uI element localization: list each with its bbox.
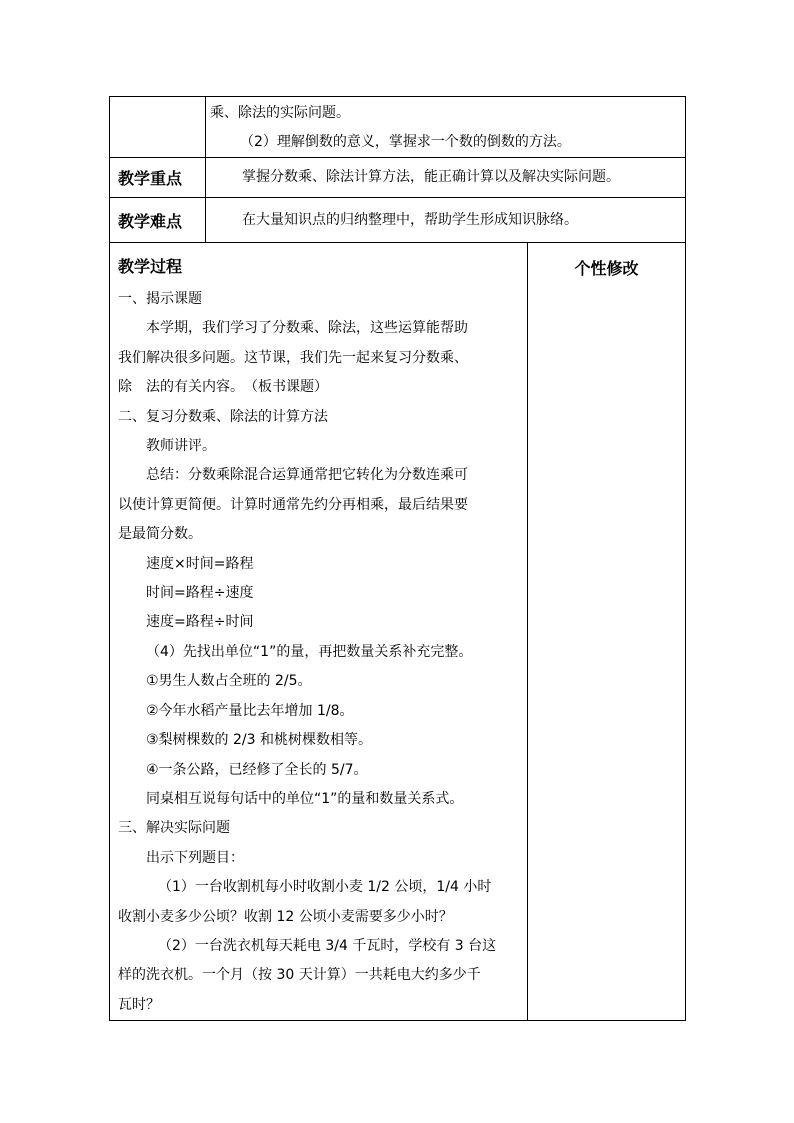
difficulties-label: 教学难点 [110,198,206,243]
objectives-line-1: 乘、除法的实际问题。 [210,105,350,121]
objectives-cell [206,97,686,158]
process-line: 收割小麦多少公顷？收割 12 公顷小麦需要多少小时？ [118,908,453,925]
process-content [110,285,527,1020]
process-line: ②今年水稻产量比去年增加 1/8。 [146,702,354,719]
process-line: （4）先找出单位“1”的量，再把数量关系补充完整。 [146,643,473,660]
process-line: 本学期，我们学习了分数乘、除法，这些运算能帮助 [146,320,468,337]
process-line: ①男生人数占全班的 2/5。 [146,673,312,690]
key-points-label: 教学重点 [110,158,206,198]
difficulties-row [110,198,686,243]
objectives-line-2: （2）理解倒数的意义，掌握求一个数的倒数的方法。 [240,134,571,150]
key-points-row [110,158,686,198]
process-line: 二、复习分数乘、除法的计算方法 [118,408,328,425]
process-line: 总结：分数乘除混合运算通常把它转化为分数连乘可 [146,467,468,484]
process-line: 时间=路程÷速度 [146,585,254,602]
lesson-plan-table [109,96,686,1021]
process-cell [110,243,528,1021]
process-line: （2）一台洗衣机每天耗电 3/4 千瓦时，学校有 3 台这 [158,937,497,954]
key-points-text: 掌握分数乘、除法计算方法，能正确计算以及解决实际问题。 [206,158,686,198]
revision-title: 个性修改 [574,259,639,278]
objectives-row [110,97,686,158]
process-line: 我们解决很多问题。这节课，我们先一起来复习分数乘、 [118,349,468,366]
process-line: 速度×时间=路程 [146,555,254,572]
process-line: 同桌相互说每句话中的单位“1”的量和数量关系式。 [146,790,464,807]
process-row [110,243,686,1021]
process-line: 是最简分数。 [118,526,202,543]
process-line: 除 法的有关内容。 （板书课题） [118,379,328,396]
process-line: 三、解决实际问题 [118,820,230,837]
process-line: 以使计算更简便。计算时通常先约分再相乘，最后结果要 [118,496,468,513]
process-line: （1）一台收割机每小时收割小麦 1/2 公顷，1/4 小时 [158,879,492,896]
process-line: ③梨树棵数的 2/3 和桃树棵数相等。 [146,732,372,749]
process-line: 速度=路程÷时间 [146,614,254,631]
process-line: 样的洗衣机。一个月（按 30 天计算）一共耗电大约多少千 [118,967,481,984]
difficulties-text: 在大量知识点的归纳整理中，帮助学生形成知识脉络。 [206,198,686,243]
objectives-label-cell [110,97,206,158]
process-line: 一、揭示课题 [118,291,202,307]
process-line: 出示下列题目： [146,849,244,866]
process-line: 教师讲评。 [146,438,216,455]
process-title: 教学过程 [118,257,183,276]
process-line: 瓦时？ [118,996,160,1013]
revision-cell [528,243,686,1021]
process-line: ④一条公路，已经修了全长的 5/7。 [146,761,368,778]
